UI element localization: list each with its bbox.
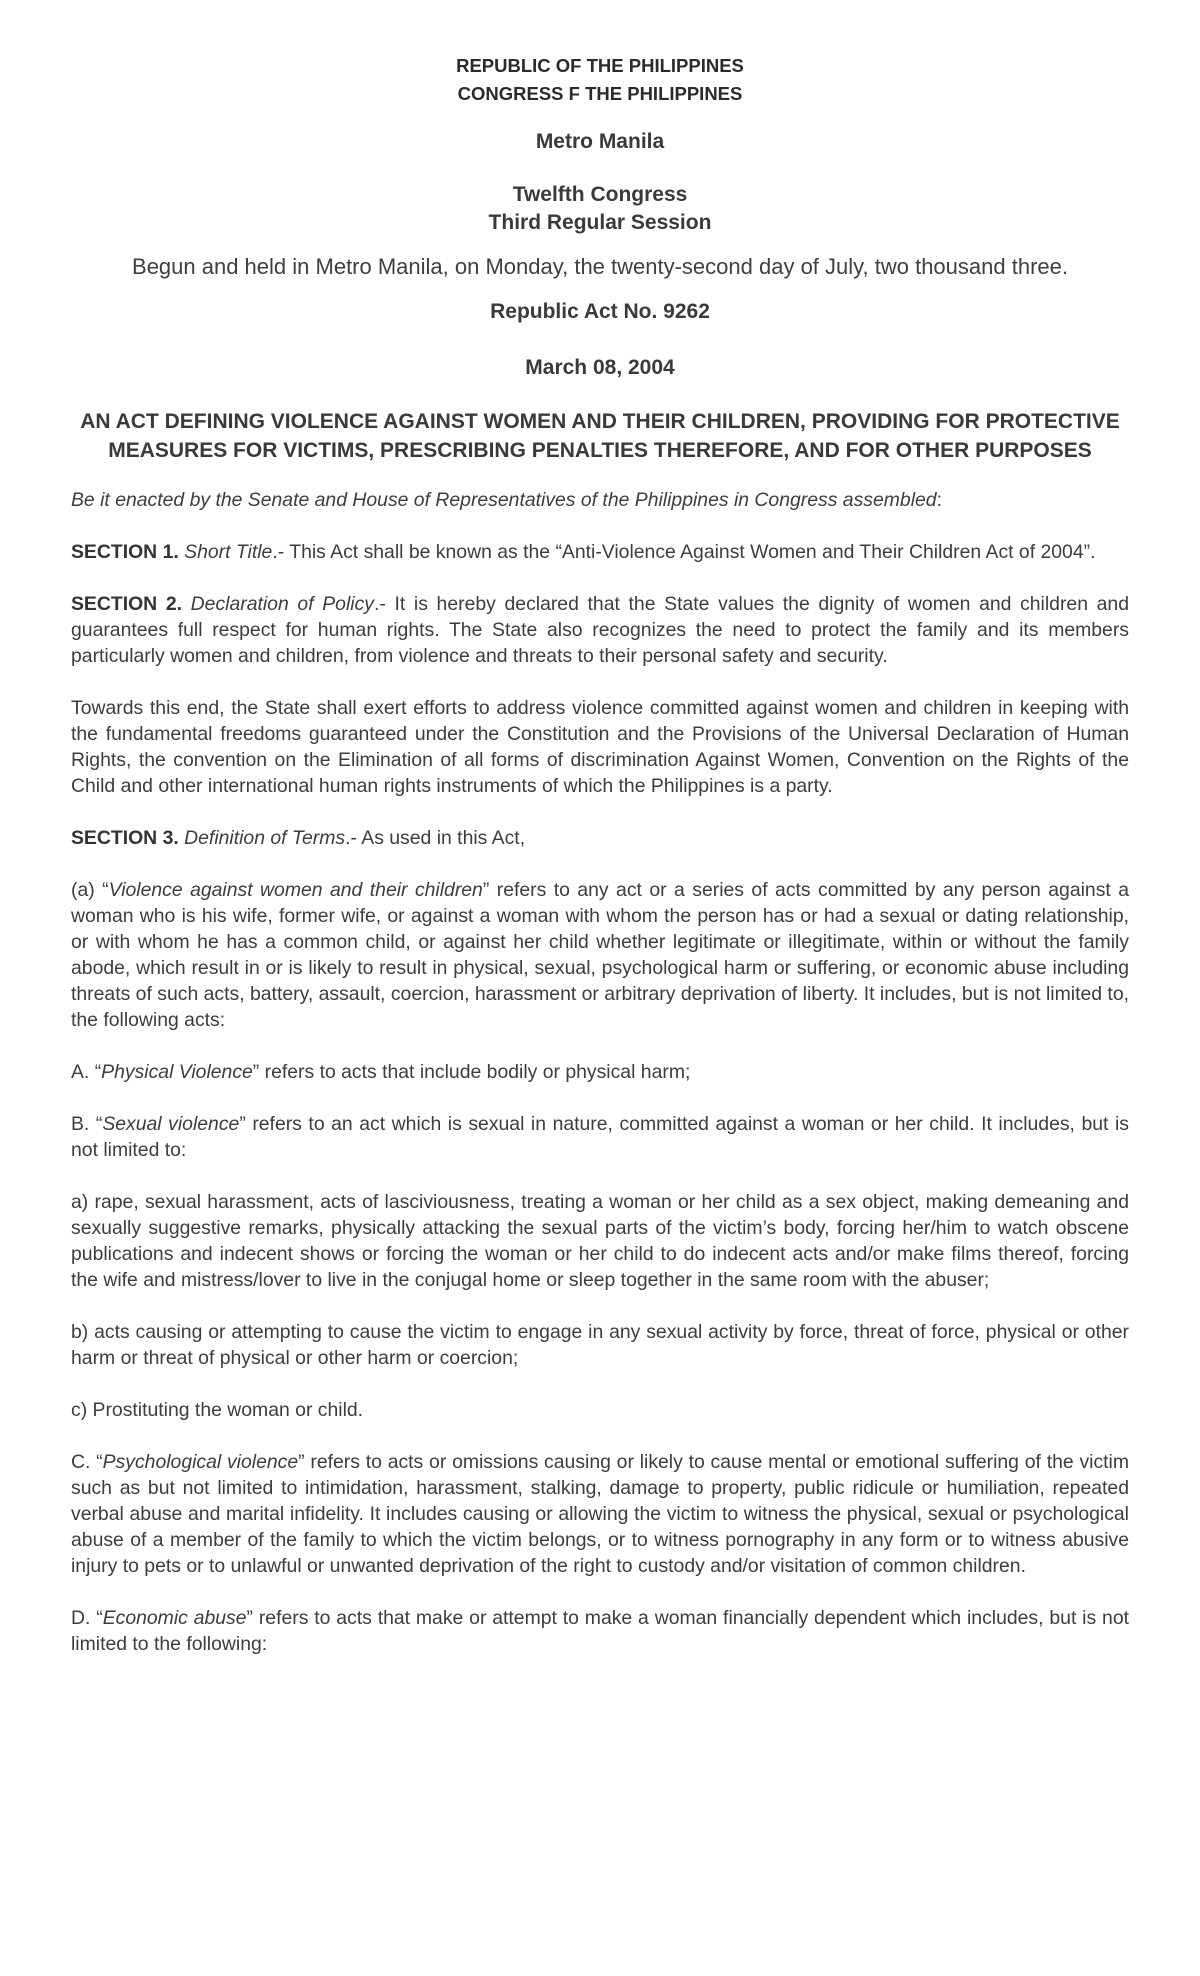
definition-a-prefix: (a) “ [71, 879, 109, 901]
act-date: March 08, 2004 [525, 356, 675, 379]
definition-psychological-prefix: C. “ [71, 1451, 103, 1473]
definition-economic-prefix: D. “ [71, 1607, 103, 1629]
section-2-label: SECTION 2. [71, 593, 183, 615]
definition-economic [71, 1605, 1129, 1657]
section-1 [71, 539, 1129, 565]
definition-sexual-text: ” refers to an act which is sexual in nature, committed against a woman or her child. It includes, but is not limited to: [71, 1113, 1129, 1161]
session-heading: Third Regular Session [488, 211, 712, 234]
definition-sexual [71, 1111, 1129, 1163]
act-title: AN ACT DEFINING VIOLENCE AGAINST WOMEN AND THEIR CHILDREN, PROVIDING FOR PROTECTIVE MEASURES FOR VICTIMS, PRESCRIBING PENALTIES THEREFORE, AND FOR OTHER PURPOSES [80, 410, 1120, 462]
definition-physical-text: ” refers to acts that include bodily or physical harm; [252, 1061, 691, 1083]
section-2 [71, 591, 1129, 669]
definition-a-text: ” refers to any act or a series of acts committed by any person against a woman who is his wife, former wife, or against a woman with whom the person has or had a sexual or dating relationship, or with whom he has a common child, or against her child whether legitimate or illegitimate, within or without the family abode, which result in or is likely to result in physical, sexual, psychological harm or suffering, or economic abuse including threats of such acts, battery, assault, coercion, harassment or arbitrary deprivation of liberty. It includes, but is not limited to, the following acts: [71, 879, 1129, 1031]
definition-psychological-term: Psychological violence [102, 1451, 299, 1473]
section-1-label: SECTION 1. [71, 541, 179, 563]
definition-economic-text: ” refers to acts that make or attempt to make a woman financially dependent which includes, but is not limited to the following: [71, 1607, 1129, 1655]
definition-a-term: Violence against women and their children [108, 879, 483, 901]
definition-physical [71, 1059, 1129, 1085]
enacting-clause [71, 487, 1129, 513]
city-heading: Metro Manila [535, 130, 665, 153]
act-number: Republic Act No. 9262 [490, 300, 710, 323]
republic-heading: REPUBLIC OF THE PHILIPPINES [456, 55, 744, 76]
enacting-tail: : [936, 489, 942, 511]
section-3-heading: Definition of Terms [184, 827, 346, 849]
congress-number: Twelfth Congress [512, 183, 688, 206]
section-2-heading: Declaration of Policy [190, 593, 374, 615]
sexual-item-a: a) rape, sexual harassment, acts of lasciviousness, treating a woman or her child as a sex object, making demeaning and sexually suggestive remarks, physically attacking the sexual parts of the victim’s body, forcing her/him to watch obscene publications and indecent shows or forcing the woman or her child to do indecent acts and/or make films thereof, forcing the wife and mistress/lover to live in the conjugal home or sleep together in the same room with the abuser; [71, 1191, 1129, 1291]
definition-sexual-prefix: B. “ [71, 1113, 103, 1135]
definition-physical-term: Physical Violence [101, 1061, 253, 1083]
definition-economic-term: Economic abuse [102, 1607, 247, 1629]
section-1-heading: Short Title [184, 541, 273, 563]
section-1-text: .- This Act shall be known as the “Anti-Violence Against Women and Their Children Act of 2004”. [272, 541, 1096, 563]
section-3-label: SECTION 3. [71, 827, 179, 849]
section-2-text: .- It is hereby declared that the State values the dignity of women and children and guarantees full respect for human rights. The State also recognizes the need to protect the family and its members particularly women and children, from violence and threats to their personal safety and security. [71, 593, 1129, 667]
sexual-item-c: c) Prostituting the woman or child. [71, 1399, 364, 1421]
section-2-paragraph-2: Towards this end, the State shall exert efforts to address violence committed against women and children in keeping with the fundamental freedoms guaranteed under the Constitution and the Provisions of the Universal Declaration of Human Rights, the convention on the Elimination of all forms of discrimination Against Women, Convention on the Rights of the Child and other international human rights instruments of which the Philippines is a party. [71, 697, 1129, 797]
definition-psychological-text: ” refers to acts or omissions causing or likely to cause mental or emotional suffering of the victim such as but not limited to intimidation, harassment, stalking, damage to property, public ridicule or humiliation, repeated verbal abuse and marital infidelity. It includes causing or allowing the victim to witness the physical, sexual or psychological abuse of a member of the family to which the victim belongs, or to witness pornography in any form or to witness abusive injury to pets or to unlawful or unwanted deprivation of the right to custody and/or visitation of common children. [71, 1451, 1129, 1577]
definition-psychological [71, 1449, 1129, 1579]
definition-a [71, 877, 1129, 1033]
definition-physical-prefix: A. “ [71, 1061, 102, 1083]
enacting-text: Be it enacted by the Senate and House of Representatives of the Philippines in Congress assembled [71, 489, 937, 511]
section-3-text: .- As used in this Act, [345, 827, 526, 849]
section-3 [71, 825, 1129, 851]
sexual-item-b: b) acts causing or attempting to cause the victim to engage in any sexual activity by force, threat of force, physical or other harm or threat of physical or other harm or coercion; [71, 1321, 1129, 1369]
begun-statement: Begun and held in Metro Manila, on Monday, the twenty-second day of July, two thousand three. [132, 254, 1068, 279]
congress-heading: CONGRESS F THE PHILIPPINES [457, 83, 743, 104]
definition-sexual-term: Sexual violence [102, 1113, 240, 1135]
